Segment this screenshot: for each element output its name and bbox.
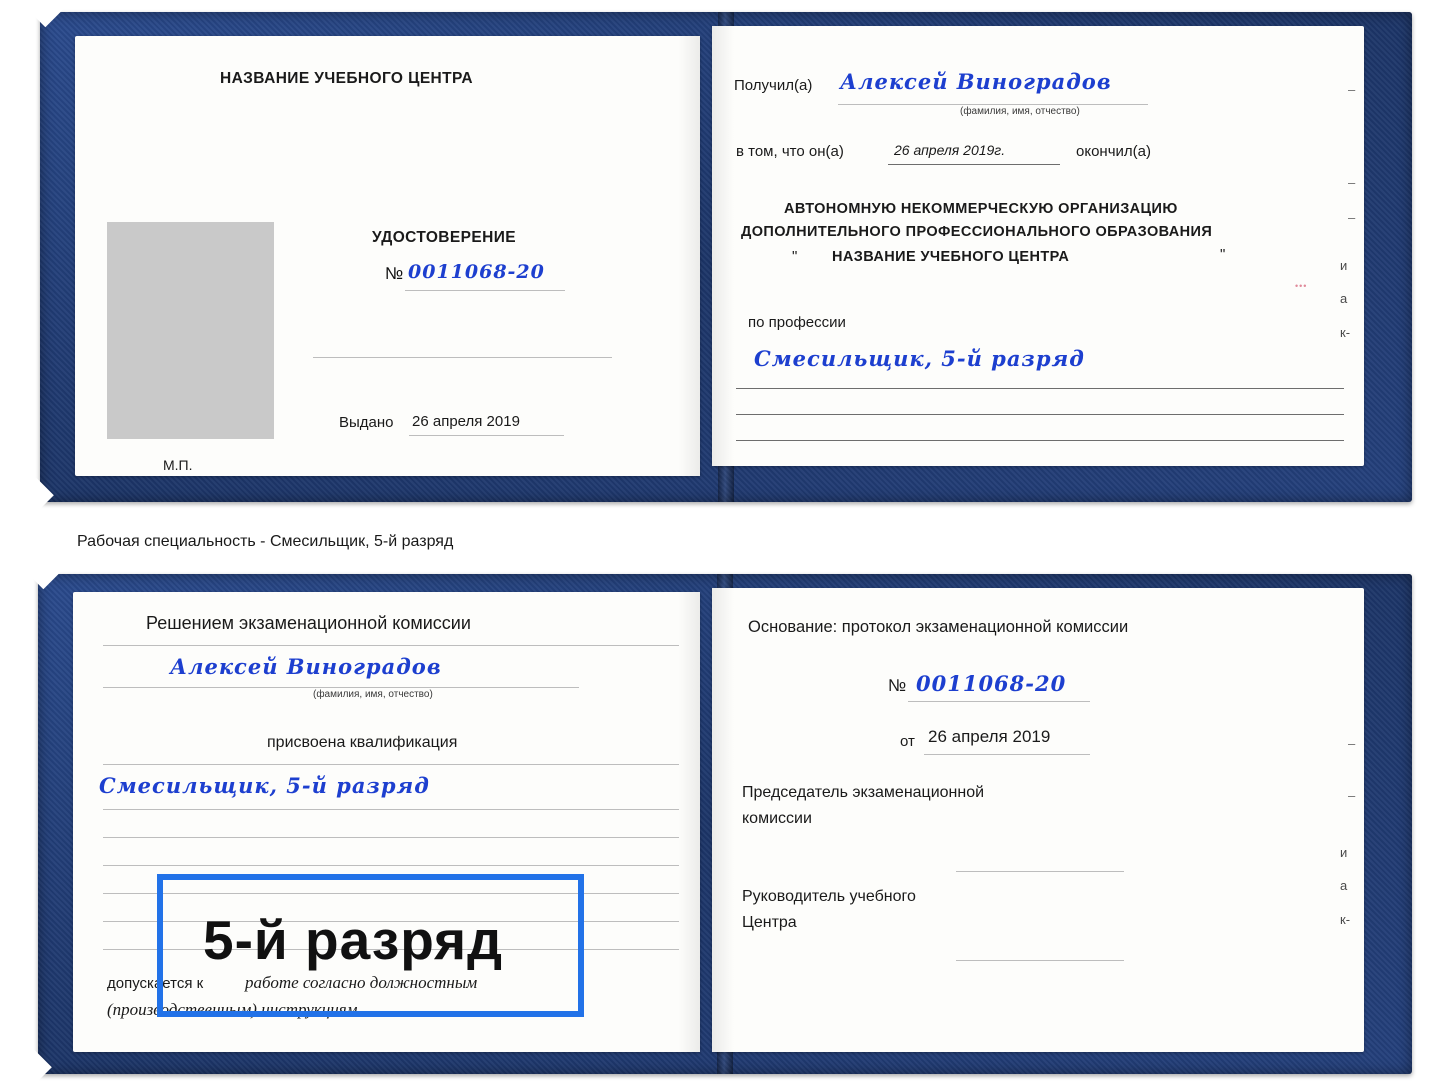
page-fold-bottom-right: [712, 588, 734, 1052]
graduate-name: Алексей Виноградов: [170, 654, 442, 679]
issued-date-underline: [409, 435, 564, 436]
number-underline: [405, 290, 565, 291]
allowed-value-line1: работе согласно должностным: [245, 973, 478, 992]
protocol-number-underline: [908, 701, 1090, 702]
head-label-line2: Центра: [742, 914, 797, 931]
received-name: Алексей Виноградов: [840, 69, 1112, 94]
chairman-label-line1: Председатель экзаменационной: [742, 784, 985, 801]
page-top-left: [75, 36, 700, 476]
edge-fragment-top-2: –: [1348, 175, 1356, 190]
cover-notch-tl: [27, 0, 64, 27]
received-name-underline: [838, 104, 1148, 105]
commission-heading-underline: [103, 645, 679, 646]
received-label: Получил(а): [734, 77, 813, 94]
edge-fragment-top-1: –: [1348, 82, 1356, 97]
name-hint-top: (фамилия, имя, отчество): [960, 106, 1080, 117]
graduate-name-underline: [103, 687, 579, 688]
qualification-rule-1: [103, 809, 679, 810]
allowed-label: допускается к: [107, 975, 204, 992]
profession-label: по профессии: [748, 314, 846, 331]
cover-notch-bl: [17, 477, 54, 514]
fact-date: 26 апреля 2019г.: [894, 142, 1006, 158]
edge-fragment-top-3: –: [1348, 210, 1356, 225]
organization-line-2: ДОПОЛНИТЕЛЬНОГО ПРОФЕССИОНАЛЬНОГО ОБРАЗОВАНИЯ: [741, 224, 1213, 240]
edge-fragment-bottom-5: к-: [1340, 912, 1351, 927]
page-fold-left: [678, 36, 700, 476]
qualification-rule-3: [103, 865, 679, 866]
photo-placeholder: [107, 222, 274, 439]
page-top-right: [712, 26, 1364, 466]
protocol-date-underline: [924, 754, 1090, 755]
protocol-number-value: 0011068-20: [916, 671, 1067, 696]
chairman-label-line2: комиссии: [742, 810, 812, 827]
profession-value: Смесильщик, 5-й разряд: [754, 346, 1085, 371]
allowed-value-line2: (производственным) инструкциям: [107, 1000, 358, 1019]
edge-fragment-bottom-1: –: [1348, 736, 1356, 751]
blank-rule-1: [313, 357, 612, 358]
protocol-date-label: от: [900, 733, 915, 750]
edge-fragment-top-5: а: [1340, 291, 1348, 306]
fact-date-underline: [888, 164, 1060, 165]
certificate-number-symbol: №: [385, 264, 405, 283]
page-fold-bottom-left: [678, 592, 700, 1052]
page-heading-center-name: НАЗВАНИЕ УЧЕБНОГО ЦЕНТРА: [220, 70, 473, 87]
edge-fragment-top-4: и: [1340, 258, 1348, 273]
fact-label: в том, что он(а): [736, 143, 844, 160]
profession-rule-3: [736, 440, 1344, 441]
qualification-label: присвоена квалификация: [267, 734, 458, 751]
protocol-date-value: 26 апреля 2019: [928, 727, 1051, 746]
head-signature-line: [956, 960, 1124, 961]
commission-heading: Решением экзаменационной комиссии: [146, 613, 471, 633]
page-fold-right: [712, 26, 734, 466]
profession-rule-2: [736, 414, 1344, 415]
qualification-rule-top: [103, 764, 679, 765]
edge-fragment-top-6: к-: [1340, 325, 1351, 340]
stamp-label: М.П.: [163, 457, 193, 473]
cover-notch-bottom-tl: [25, 552, 62, 589]
highlight-label: 5-й разряд: [203, 909, 504, 971]
head-label-line1: Руководитель учебного: [742, 888, 916, 905]
basis-label: Основание: протокол экзаменационной комиссии: [748, 618, 1129, 636]
edge-fragment-bottom-4: а: [1340, 878, 1348, 893]
cover-notch-bottom-bl: [15, 1049, 52, 1086]
chairman-signature-line: [956, 871, 1124, 872]
finished-label: окончил(а): [1076, 143, 1151, 160]
organization-line-1: АВТОНОМНУЮ НЕКОММЕРЧЕСКУЮ ОРГАНИЗАЦИЮ: [784, 201, 1178, 217]
edge-fragment-bottom-3: и: [1340, 845, 1348, 860]
profession-rule-1: [736, 388, 1344, 389]
organization-quote-open: ": [792, 248, 798, 265]
page-bottom-right: [712, 588, 1364, 1052]
document-title: УДОСТОВЕРЕНИЕ: [372, 229, 516, 246]
edge-fragment-bottom-2: –: [1348, 788, 1356, 803]
organization-quote-close: ": [1220, 246, 1226, 263]
certificate-number-value: 0011068-20: [408, 261, 545, 283]
image-caption: Рабочая специальность - Смесильщик, 5-й разряд: [77, 533, 454, 550]
organization-name: НАЗВАНИЕ УЧЕБНОГО ЦЕНТРА: [832, 249, 1070, 265]
qualification-value: Смесильщик, 5-й разряд: [99, 773, 430, 798]
issued-label: Выдано: [339, 414, 394, 431]
protocol-number-symbol: №: [888, 676, 907, 695]
qualification-rule-2: [103, 837, 679, 838]
edge-pink-mark: •••: [1295, 281, 1308, 291]
issued-date: 26 апреля 2019: [412, 413, 520, 430]
name-hint-bottom: (фамилия, имя, отчество): [313, 689, 433, 700]
